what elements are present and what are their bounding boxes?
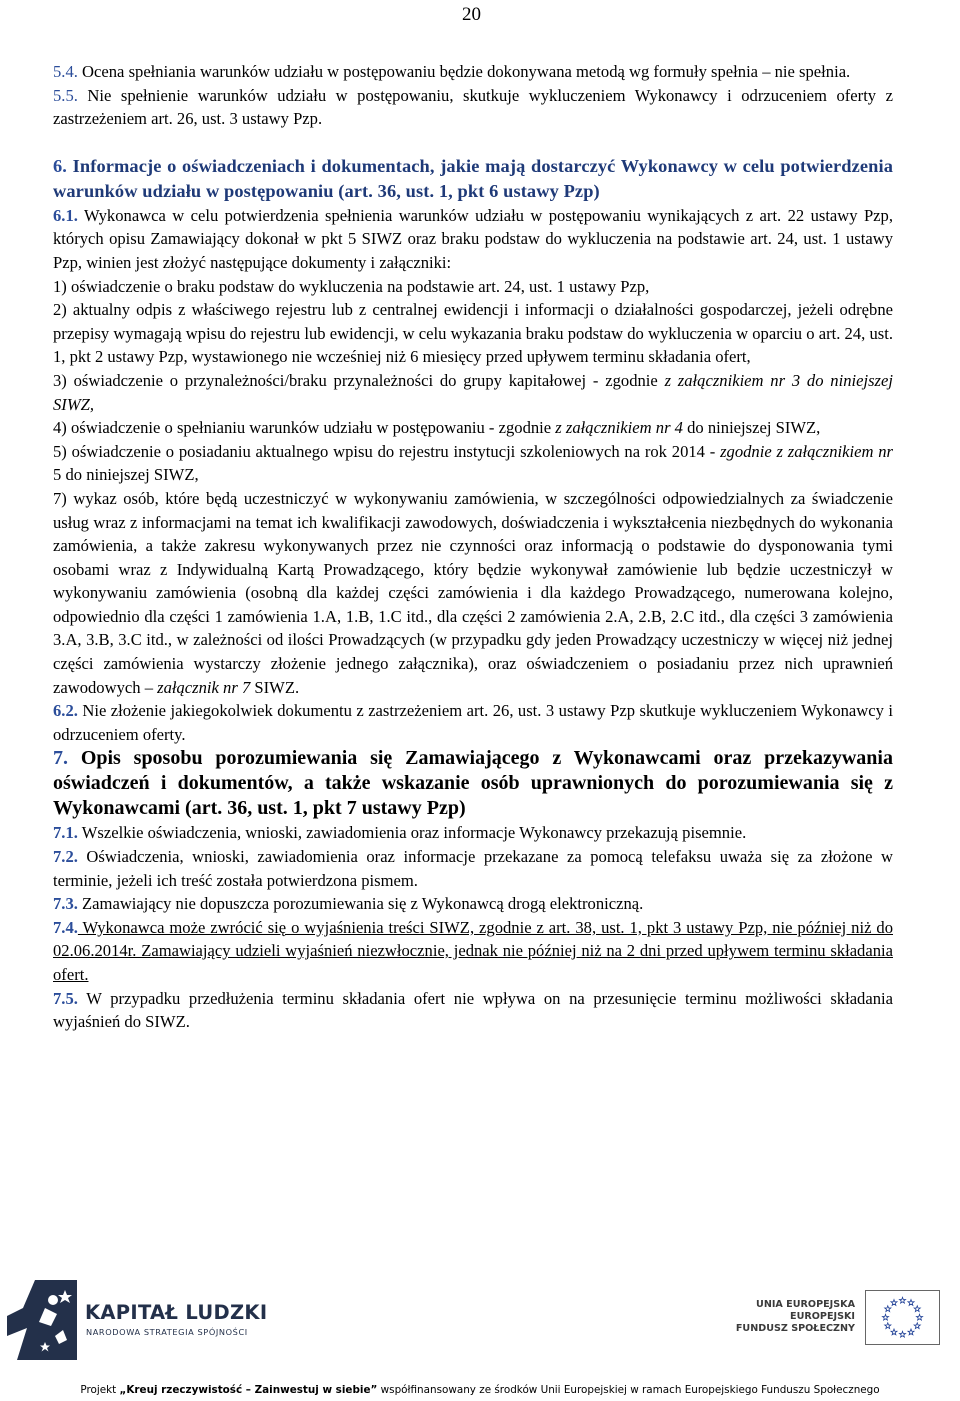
paragraph-number: 7.2. (53, 847, 78, 867)
paragraph-5-4 (53, 60, 893, 84)
attachment-reference: z załącznikiem nr 3 do niniejszej SIWZ, (53, 370, 893, 414)
list-item-5 (53, 440, 893, 487)
paragraph-7-1 (53, 821, 893, 845)
list-item-tail: 5 do niniejszej SIWZ, (53, 465, 199, 485)
section-number: 7. (53, 747, 68, 770)
section-number: 6. (53, 155, 67, 176)
list-item-2: 2) aktualny odpis z właściwego rejestru lub z centralnej ewidencji i informacji o działalności gospodarczej, jeżeli odrębne przepisy wymagają wpisu do rejestru lub ewidencji, w celu wykazania braku podstaw do wykluczenia w oparciu o art. 24, ust. 1, pkt 2 ustawy Pzp, wystawionego nie wcześniej niż 6 miesięcy przed upływem terminu składania ofert, (53, 300, 893, 367)
kapital-ludzki-title: KAPITAŁ LUDZKI (85, 1301, 268, 1324)
eu-flag-icon (865, 1290, 940, 1345)
eu-logo-line: FUNDUSZ SPOŁECZNY (735, 1323, 855, 1335)
paragraph-text: Nie złożenie jakiegokolwiek dokumentu z zastrzeżeniem art. 26, ust. 3 ustawy Pzp skutkuje wykluczeniem Wykonawcy i odrzuceniem oferty. (53, 701, 893, 744)
footer-logos (0, 1278, 960, 1368)
list-item-text: 4) oświadczenie o spełnianiu warunków udziału w postępowaniu - zgodnie (53, 418, 556, 438)
paragraph-text: W przypadku przedłużenia terminu składania ofert nie wpływa on na przesunięcie terminu możliwości składania wyjaśnień do SIWZ. (53, 988, 893, 1032)
paragraph-number: 7.4. (53, 917, 78, 937)
paragraph-7-5 (53, 987, 893, 1034)
list-item-text: 7) wykaz osób, które będą uczestniczyć w wykonywaniu zamówienia, w szczególności odpowiedzialnych za świadczenie usług wraz z informacjami na temat ich kwalifikacji zawodowych, doświadczenia i wykształcenia niezbędnych do wykonania zamówienia, a także zakresu wykonywanych przez nie czynności oraz informacją o podstawie do dysponowania tymi osobami wraz z Indywidualną Kartą Prowadzącego, który będzie wykonywał zamówienie lub będzie uczestniczył w wykonywaniu zamówienia (osobną dla każdej części zamówienia i dla każdego Prowadzącego, numerowana kolejno, odpowiednio dla części 1 zamówienia 1.A, 1.B, 1.C itd., dla części 2 zamówienia 2.A, 2.B, 2.C itd., dla części 3 zamówienia 3.A, 3.B, 3.C itd., w zależności od ilości Prowadzących (w przypadku gdy jeden Prowadzący uczestniczy w więcej niż jednej części zamówienia wystarczy złożenie jednego załącznika), oraz oświadczeniem o posiadaniu przez nich uprawnień zawodowych – (53, 488, 893, 697)
section-title: Opis sposobu porozumiewania się Zamawiającego z Wykonawcami oraz przekazywania oświadczeń i dokumentów, a także wskazanie osób uprawnionych do porozumiewania się z Wykonawcami (art. 36, ust. 1, pkt 7 ustawy Pzp) (53, 747, 893, 820)
project-footer (0, 1384, 960, 1396)
list-item-7 (53, 487, 893, 699)
footer-suffix: współfinansowany ze środków Unii Europejskiej w ramach Europejskiego Funduszu Społecznego (377, 1384, 880, 1396)
list-item-1: 1) oświadczenie o braku podstaw do wykluczenia na podstawie art. 24, ust. 1 ustawy Pzp, (53, 276, 650, 296)
paragraph-7-3 (53, 892, 893, 916)
paragraph-number: 7.3. (53, 894, 78, 914)
eu-logo-text (736, 1299, 855, 1336)
paragraph-7-4 (53, 916, 893, 987)
paragraph-number: 7.1. (53, 823, 78, 843)
document-body (53, 60, 893, 1034)
paragraph-number: 7.5. (53, 988, 78, 1008)
section-6-heading (53, 154, 893, 204)
paragraph-number: 5.4. (53, 62, 78, 81)
footer-project-title: „Kreuj rzeczywistość – Zainwestuj w siebie” (119, 1384, 378, 1396)
list-item-text: 3) oświadczenie o przynależności/braku przynależności do grupy kapitałowej - zgodnie (53, 370, 665, 390)
attachment-reference: z załącznikiem nr 4 (555, 418, 683, 438)
kapital-ludzki-emblem-icon (5, 1278, 81, 1364)
paragraph-text: Wykonawca w celu potwierdzenia spełnienia warunków udziału w postępowaniu wynikających z art. 22 ustawy Pzp, których opisu Zamawiający dokonał w pkt 5 SIWZ oraz braku podstaw do wykluczenia na podstawie art. 24, ust. 1 ustawy Pzp, winien jest złożyć następujące dokumenty i załączniki: (53, 205, 893, 272)
section-title: Informacje o oświadczeniach i dokumentach, jakie mają dostarczyć Wykonawcy w celu potwierdzenia warunków udziału w postępowaniu (art. 36, ust. 1, pkt 6 ustawy Pzp) (53, 155, 893, 201)
list-item-tail: do niniejszej SIWZ, (682, 418, 821, 438)
paragraph-text: Ocena spełniania warunków udziału w postępowaniu będzie dokonywana metodą wg formuły spełnia – nie spełnia. (77, 62, 851, 81)
paragraph-number: 5.5. (53, 85, 78, 105)
eu-logo-line: EUROPEJSKI (790, 1311, 855, 1323)
paragraph-6-1 (53, 204, 893, 275)
paragraph-text: Wykonawca może zwrócić się o wyjaśnienia treści SIWZ, zgodnie z art. 38, ust. 1, pkt 3 ustawy Pzp, nie później niż do 02.06.2014r. Zamawiający udzieli wyjaśnień niezwłocznie, jednak nie później niż na 2 dni przed upływem terminu składania ofert. (53, 917, 893, 984)
page-number: 20 (462, 4, 481, 25)
kapital-ludzki-logo (5, 1278, 285, 1364)
attachment-reference: załącznik nr 7 (157, 677, 251, 697)
kapital-ludzki-subtitle: NARODOWA STRATEGIA SPÓJNOŚCI (86, 1327, 248, 1337)
paragraph-number: 6.1. (53, 205, 78, 225)
paragraph-7-2 (53, 845, 893, 892)
attachment-reference: zgodnie z załącznikiem nr (720, 441, 894, 461)
eu-social-fund-logo (735, 1288, 950, 1350)
list-item-4 (53, 416, 893, 440)
list-item-text: 5) oświadczenie o posiadaniu aktualnego wpisu do rejestru instytucji szkoleniowych na rok 2014 - (53, 441, 721, 461)
paragraph-6-2 (53, 699, 893, 746)
footer-prefix: Projekt (80, 1384, 120, 1396)
paragraph-5-5 (53, 84, 893, 131)
eu-logo-line: UNIA EUROPEJSKA (756, 1299, 855, 1310)
list-item-tail: SIWZ. (250, 677, 300, 697)
section-7-heading (53, 746, 893, 821)
paragraph-text: Wszelkie oświadczenia, wnioski, zawiadomienia oraz informacje Wykonawcy przekazują pisemnie. (77, 823, 747, 843)
paragraph-number: 6.2. (53, 701, 78, 721)
paragraph-text: Nie spełnienie warunków udziału w postępowaniu, skutkuje wykluczeniem Wykonawcy i odrzuceniem oferty z zastrzeżeniem art. 26, ust. 3 ustawy Pzp. (53, 85, 893, 129)
paragraph-text: Zamawiający nie dopuszcza porozumiewania się z Wykonawcą drogą elektroniczną. (77, 894, 644, 914)
paragraph-text: Oświadczenia, wnioski, zawiadomienia oraz informacje przekazane za pomocą telefaksu uważa się za złożone w terminie, jeżeli ich treść została potwierdzona pismem. (53, 847, 893, 890)
list-item-3 (53, 369, 893, 416)
